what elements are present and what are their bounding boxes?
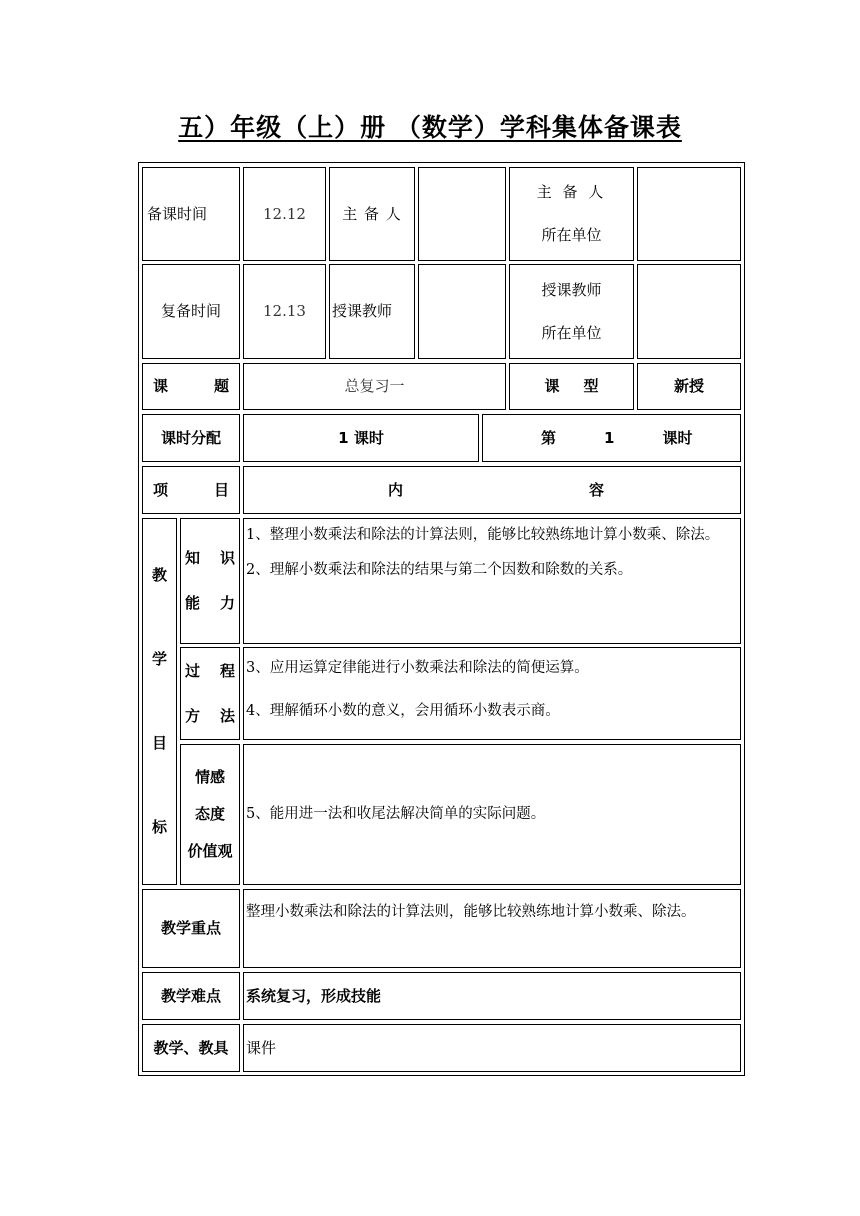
page-title: 五）年级（上）册 （数学）学科集体备课表 — [178, 113, 682, 142]
hours-label: 课时分配 — [142, 414, 240, 462]
prep-time-value: 12.12 — [243, 167, 326, 261]
teacher-unit-value — [637, 264, 741, 359]
host-label: 主 备 人 — [329, 167, 415, 261]
item-header: 项 目 — [142, 466, 240, 514]
tools-label: 教学、教具 — [142, 1024, 240, 1072]
teacher-label: 授课教师 — [329, 264, 415, 359]
emotion-values-content: 5、能用进一法和收尾法解决简单的实际问题。 — [243, 744, 741, 885]
lesson-type-value: 新授 — [637, 363, 741, 410]
host-value — [418, 167, 506, 261]
process-method-content: 3、应用运算定律能进行小数乘法和除法的简便运算。 4、理解循环小数的意义，会用循环小数表示商。 — [243, 647, 741, 740]
emotion-values-label: 情感 态度 价值观 — [180, 744, 240, 885]
topic-value: 总复习一 — [243, 363, 506, 410]
process-method-label: 过 程 方 法 — [180, 647, 240, 740]
key-point-label: 教学重点 — [142, 889, 240, 968]
tools-content: 课件 — [243, 1024, 741, 1072]
lesson-type-label: 课 型 — [509, 363, 634, 410]
prep-time-label: 备课时间 — [142, 167, 240, 261]
knowledge-ability-label: 知 识 能 力 — [180, 518, 240, 644]
difficulty-label: 教学难点 — [142, 972, 240, 1020]
teacher-value — [418, 264, 506, 359]
host-unit-value — [637, 167, 741, 261]
lesson-number: 第 1 课时 — [482, 414, 741, 462]
key-point-content: 整理小数乘法和除法的计算法则，能够比较熟练地计算小数乘、除法。 — [243, 889, 741, 968]
knowledge-ability-content: 1、整理小数乘法和除法的计算法则，能够比较熟练地计算小数乘、除法。 2、理解小数乘法和除法的结果与第二个因数和除数的关系。 — [243, 518, 741, 644]
content-header: 内 容 — [243, 466, 741, 514]
review-time-label: 复备时间 — [142, 264, 240, 359]
hours-value: 1 课时 — [243, 414, 479, 462]
review-time-value: 12.13 — [243, 264, 326, 359]
topic-label: 课 题 — [142, 363, 240, 410]
host-unit-label: 主 备 人 所在单位 — [509, 167, 634, 261]
difficulty-content: 系统复习，形成技能 — [243, 972, 741, 1020]
teaching-goals-label: 教 学 目 标 — [142, 518, 177, 885]
teacher-unit-label: 授课教师 所在单位 — [509, 264, 634, 359]
